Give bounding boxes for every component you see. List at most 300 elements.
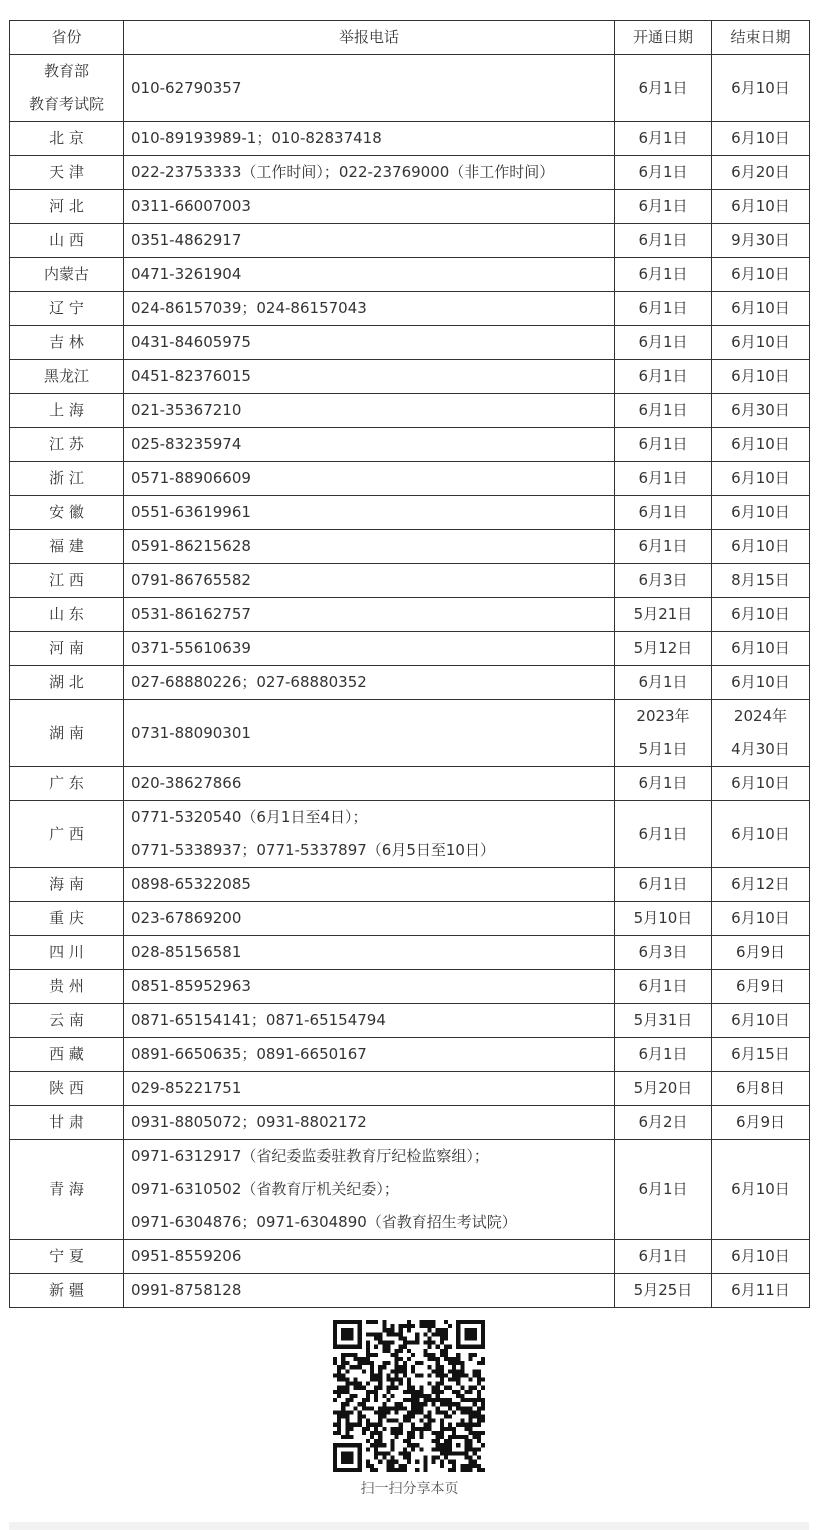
start-date-line: 6月1日 (638, 299, 688, 317)
phone-cell (124, 666, 615, 700)
province-line: 重 庆 (49, 909, 84, 927)
start-date-cell (615, 224, 712, 258)
province-line: 贵 州 (49, 977, 84, 995)
phone-line: 0431-84605975 (131, 333, 251, 351)
start-date-line: 6月1日 (638, 435, 688, 453)
end-date-line: 6月10日 (731, 1180, 790, 1198)
province-cell (10, 530, 124, 564)
start-date-cell (615, 1240, 712, 1274)
table-row (10, 462, 810, 496)
table-row (10, 258, 810, 292)
start-date-line: 6月1日 (638, 503, 688, 521)
end-date-cell (712, 868, 810, 902)
start-date-line: 6月1日 (638, 163, 688, 181)
end-date-line: 6月20日 (731, 163, 790, 181)
table-row (10, 530, 810, 564)
start-date-line: 6月1日 (638, 824, 688, 843)
province-line: 河 北 (49, 197, 84, 215)
table-row (10, 55, 810, 122)
phone-cell (124, 1106, 615, 1140)
start-date-cell (615, 700, 712, 767)
end-date-line: 6月30日 (731, 401, 790, 419)
hotline-table (9, 20, 810, 1308)
start-date-cell (615, 394, 712, 428)
province-line: 青 海 (49, 1180, 84, 1198)
table-row (10, 700, 810, 767)
province-cell (10, 428, 124, 462)
start-date-line: 5月1日 (638, 740, 688, 758)
end-date-line: 6月10日 (731, 367, 790, 385)
start-date-cell (615, 428, 712, 462)
end-date-cell (712, 1274, 810, 1308)
province-cell (10, 156, 124, 190)
phone-line: 0971-6310502（省教育厅机关纪委）； (131, 1180, 399, 1198)
phone-cell (124, 767, 615, 801)
province-cell (10, 801, 124, 868)
start-date-line: 6月1日 (638, 265, 688, 283)
province-cell (10, 496, 124, 530)
qr-code-icon (333, 1320, 485, 1472)
phone-cell (124, 1274, 615, 1308)
table-row (10, 428, 810, 462)
phone-cell (124, 428, 615, 462)
start-date-line: 6月1日 (638, 1180, 688, 1198)
end-date-line: 6月12日 (731, 875, 790, 893)
phone-cell (124, 156, 615, 190)
end-date-line: 6月10日 (731, 265, 790, 283)
phone-line: 0531-86162757 (131, 605, 251, 623)
province-cell (10, 1140, 124, 1240)
phone-cell (124, 326, 615, 360)
phone-line: 0971-6304876；0971-6304890（省教育招生考试院） (131, 1213, 517, 1231)
header-phone: 举报电话 (124, 21, 615, 55)
phone-line: 027-68880226；027-68880352 (131, 673, 367, 691)
province-cell (10, 258, 124, 292)
end-date-line: 6月10日 (731, 537, 790, 555)
phone-cell (124, 55, 615, 122)
province-line: 辽 宁 (49, 299, 84, 317)
table-row (10, 666, 810, 700)
table-row (10, 1004, 810, 1038)
start-date-cell (615, 530, 712, 564)
phone-cell (124, 530, 615, 564)
province-line: 山 西 (49, 231, 84, 249)
table-row (10, 394, 810, 428)
start-date-line: 6月1日 (638, 129, 688, 147)
end-date-cell (712, 1038, 810, 1072)
end-date-cell (712, 970, 810, 1004)
end-date-line: 6月10日 (731, 1011, 790, 1029)
start-date-line: 6月3日 (638, 571, 688, 589)
end-date-cell (712, 767, 810, 801)
header-province: 省份 (10, 21, 124, 55)
end-date-line: 6月10日 (731, 333, 790, 351)
phone-cell (124, 224, 615, 258)
table-row (10, 970, 810, 1004)
table-row (10, 801, 810, 868)
end-date-cell (712, 190, 810, 224)
phone-line: 0851-85952963 (131, 977, 251, 995)
qr-caption: 扫一扫分享本页 (360, 1481, 459, 1497)
phone-line: 0471-3261904 (131, 265, 242, 283)
phone-line: 010-89193989-1；010-82837418 (131, 129, 382, 147)
province-cell (10, 224, 124, 258)
start-date-line: 6月3日 (638, 943, 688, 961)
start-date-cell (615, 1106, 712, 1140)
phone-line: 0898-65322085 (131, 875, 251, 893)
start-date-cell (615, 598, 712, 632)
province-line: 西 藏 (49, 1045, 84, 1063)
end-date-cell (712, 1072, 810, 1106)
start-date-cell (615, 190, 712, 224)
phone-cell (124, 598, 615, 632)
phone-cell (124, 902, 615, 936)
end-date-line: 6月10日 (731, 673, 790, 691)
province-line: 福 建 (49, 537, 84, 555)
table-row (10, 224, 810, 258)
phone-line: 022-23753333（工作时间）；022-23769000（非工作时间） (131, 163, 555, 181)
header-start-date: 开通日期 (615, 21, 712, 55)
end-date-line: 6月10日 (731, 639, 790, 657)
start-date-line: 6月2日 (638, 1113, 688, 1131)
province-cell (10, 1072, 124, 1106)
province-cell (10, 1240, 124, 1274)
end-date-line: 6月11日 (731, 1281, 790, 1299)
phone-cell (124, 1072, 615, 1106)
start-date-line: 6月1日 (638, 875, 688, 893)
phone-cell (124, 1140, 615, 1240)
start-date-cell (615, 1072, 712, 1106)
province-cell (10, 292, 124, 326)
province-line: 河 南 (49, 639, 84, 657)
province-line: 教育部 (43, 62, 89, 80)
start-date-cell (615, 936, 712, 970)
start-date-line: 2023年 (636, 707, 690, 725)
start-date-line: 6月1日 (638, 1045, 688, 1063)
end-date-line: 6月10日 (731, 909, 790, 927)
phone-cell (124, 496, 615, 530)
start-date-cell (615, 801, 712, 868)
table-row (10, 598, 810, 632)
end-date-line: 6月9日 (735, 977, 786, 995)
end-date-line: 6月9日 (735, 1113, 786, 1131)
end-date-cell (712, 530, 810, 564)
province-cell (10, 1106, 124, 1140)
start-date-cell (615, 122, 712, 156)
phone-cell (124, 122, 615, 156)
end-date-line: 6月9日 (735, 943, 786, 961)
end-date-line: 6月10日 (731, 824, 790, 843)
end-date-cell (712, 936, 810, 970)
end-date-line: 2024年 (733, 707, 788, 725)
start-date-cell (615, 564, 712, 598)
start-date-cell (615, 970, 712, 1004)
start-date-line: 6月1日 (638, 197, 688, 215)
province-cell (10, 462, 124, 496)
end-date-cell (712, 428, 810, 462)
table-row (10, 632, 810, 666)
table-row (10, 767, 810, 801)
start-date-cell (615, 292, 712, 326)
province-cell (10, 190, 124, 224)
phone-cell (124, 564, 615, 598)
province-line: 山 东 (49, 605, 84, 623)
start-date-line: 6月1日 (638, 1247, 688, 1265)
phone-line: 0991-8758128 (131, 1281, 242, 1299)
phone-cell (124, 868, 615, 902)
province-line: 广 西 (49, 824, 84, 843)
province-line: 广 东 (49, 774, 84, 792)
start-date-cell (615, 326, 712, 360)
province-line: 陕 西 (49, 1079, 84, 1097)
table-row (10, 1038, 810, 1072)
end-date-cell (712, 598, 810, 632)
phone-line: 023-67869200 (131, 909, 242, 927)
province-cell (10, 767, 124, 801)
table-row (10, 1274, 810, 1308)
end-date-cell (712, 700, 810, 767)
footer-bar (9, 1522, 809, 1530)
start-date-cell (615, 632, 712, 666)
province-cell (10, 122, 124, 156)
province-line: 浙 江 (49, 469, 84, 487)
start-date-cell (615, 462, 712, 496)
table-row (10, 122, 810, 156)
start-date-line: 6月1日 (638, 673, 688, 691)
header-end-date: 结束日期 (712, 21, 810, 55)
end-date-cell (712, 224, 810, 258)
start-date-cell (615, 767, 712, 801)
phone-line: 020-38627866 (131, 774, 242, 792)
province-line: 江 西 (49, 571, 84, 589)
end-date-cell (712, 902, 810, 936)
phone-line: 0771-5338937；0771-5337897（6月5日至10日） (131, 841, 495, 859)
province-cell (10, 936, 124, 970)
province-cell (10, 598, 124, 632)
province-cell (10, 394, 124, 428)
end-date-line: 6月10日 (731, 774, 790, 792)
province-line: 湖 北 (49, 673, 84, 691)
start-date-cell (615, 1274, 712, 1308)
province-line: 上 海 (49, 401, 84, 419)
table-header-row (10, 21, 810, 55)
province-line: 安 徽 (49, 503, 84, 521)
table-row (10, 1140, 810, 1240)
end-date-line: 6月15日 (731, 1045, 790, 1063)
table-row (10, 868, 810, 902)
province-line: 北 京 (49, 129, 84, 147)
end-date-line: 6月10日 (731, 299, 790, 317)
end-date-line: 4月30日 (731, 740, 790, 758)
province-line: 云 南 (49, 1011, 84, 1029)
phone-cell (124, 292, 615, 326)
end-date-line: 6月10日 (731, 469, 790, 487)
phone-cell (124, 700, 615, 767)
province-cell (10, 868, 124, 902)
start-date-line: 6月1日 (638, 333, 688, 351)
table-row (10, 156, 810, 190)
province-line: 内蒙古 (43, 265, 89, 283)
end-date-line: 6月10日 (731, 197, 790, 215)
province-line: 天 津 (49, 163, 84, 181)
table-row (10, 360, 810, 394)
start-date-line: 6月1日 (638, 367, 688, 385)
phone-cell (124, 1004, 615, 1038)
start-date-line: 6月1日 (638, 537, 688, 555)
phone-cell (124, 462, 615, 496)
phone-cell (124, 970, 615, 1004)
end-date-cell (712, 1240, 810, 1274)
table-row (10, 292, 810, 326)
table-row (10, 1106, 810, 1140)
province-cell (10, 902, 124, 936)
end-date-line: 6月10日 (731, 503, 790, 521)
start-date-cell (615, 902, 712, 936)
end-date-cell (712, 1140, 810, 1240)
phone-line: 0351-4862917 (131, 231, 242, 249)
table-row (10, 902, 810, 936)
province-cell (10, 700, 124, 767)
phone-cell (124, 394, 615, 428)
end-date-cell (712, 1004, 810, 1038)
start-date-line: 6月1日 (638, 774, 688, 792)
province-cell (10, 666, 124, 700)
end-date-cell (712, 394, 810, 428)
end-date-cell (712, 360, 810, 394)
start-date-line: 6月1日 (638, 977, 688, 995)
province-cell (10, 1004, 124, 1038)
qr-code (333, 1320, 485, 1472)
start-date-cell (615, 1004, 712, 1038)
end-date-cell (712, 666, 810, 700)
table-row (10, 936, 810, 970)
start-date-cell (615, 496, 712, 530)
phone-line: 0971-6312917（省纪委监委驻教育厅纪检监察组）； (131, 1147, 489, 1165)
phone-line: 0931-8805072；0931-8802172 (131, 1113, 367, 1131)
start-date-line: 6月1日 (638, 469, 688, 487)
end-date-cell (712, 496, 810, 530)
phone-line: 029-85221751 (131, 1079, 242, 1097)
phone-line: 0311-66007003 (131, 197, 251, 215)
province-cell (10, 1038, 124, 1072)
phone-cell (124, 1240, 615, 1274)
end-date-cell (712, 55, 810, 122)
province-line: 教育考试院 (28, 95, 104, 113)
table-body (10, 55, 810, 1308)
table-row (10, 326, 810, 360)
phone-line: 0451-82376015 (131, 367, 251, 385)
end-date-cell (712, 564, 810, 598)
end-date-cell (712, 292, 810, 326)
phone-line: 0951-8559206 (131, 1247, 242, 1265)
phone-cell (124, 801, 615, 868)
start-date-line: 5月20日 (633, 1079, 693, 1097)
province-line: 湖 南 (49, 723, 84, 742)
province-cell (10, 1274, 124, 1308)
province-cell (10, 970, 124, 1004)
province-line: 吉 林 (49, 333, 84, 351)
table-row (10, 496, 810, 530)
phone-line: 0891-6650635；0891-6650167 (131, 1045, 367, 1063)
phone-line: 025-83235974 (131, 435, 242, 453)
end-date-cell (712, 258, 810, 292)
start-date-cell (615, 258, 712, 292)
end-date-line: 6月10日 (731, 435, 790, 453)
phone-cell (124, 936, 615, 970)
province-line: 宁 夏 (49, 1247, 84, 1265)
phone-cell (124, 360, 615, 394)
start-date-cell (615, 868, 712, 902)
province-cell (10, 564, 124, 598)
phone-line: 028-85156581 (131, 943, 242, 961)
start-date-cell (615, 156, 712, 190)
start-date-line: 5月12日 (633, 639, 693, 657)
end-date-line: 6月10日 (731, 605, 790, 623)
start-date-cell (615, 1038, 712, 1072)
end-date-line: 6月10日 (731, 78, 790, 97)
start-date-line: 6月1日 (638, 231, 688, 249)
end-date-cell (712, 632, 810, 666)
province-line: 新 疆 (49, 1281, 84, 1299)
phone-line: 0791-86765582 (131, 571, 251, 589)
phone-line: 010-62790357 (131, 78, 242, 97)
end-date-line: 9月30日 (731, 231, 790, 249)
province-cell (10, 632, 124, 666)
start-date-cell (615, 360, 712, 394)
province-line: 黑龙江 (43, 367, 89, 385)
phone-line: 0771-5320540（6月1日至4日）； (131, 808, 368, 826)
end-date-line: 6月10日 (731, 1247, 790, 1265)
province-line: 江 苏 (49, 435, 84, 453)
province-line: 四 川 (49, 943, 84, 961)
phone-line: 021-35367210 (131, 401, 242, 419)
end-date-cell (712, 156, 810, 190)
phone-line: 0371-55610639 (131, 639, 251, 657)
end-date-cell (712, 1106, 810, 1140)
province-line: 海 南 (49, 875, 84, 893)
end-date-line: 8月15日 (731, 571, 790, 589)
start-date-line: 6月1日 (638, 401, 688, 419)
start-date-cell (615, 666, 712, 700)
phone-cell (124, 1038, 615, 1072)
end-date-line: 6月10日 (731, 129, 790, 147)
phone-line: 0591-86215628 (131, 537, 251, 555)
end-date-cell (712, 462, 810, 496)
start-date-line: 5月21日 (633, 605, 693, 623)
phone-line: 0731-88090301 (131, 723, 251, 742)
start-date-line: 5月10日 (633, 909, 693, 927)
phone-cell (124, 190, 615, 224)
phone-cell (124, 258, 615, 292)
province-cell (10, 55, 124, 122)
end-date-line: 6月8日 (735, 1079, 786, 1097)
table-row (10, 1072, 810, 1106)
phone-cell (124, 632, 615, 666)
phone-line: 0571-88906609 (131, 469, 251, 487)
phone-line: 0871-65154141；0871-65154794 (131, 1011, 386, 1029)
start-date-line: 6月1日 (638, 78, 688, 97)
table-row (10, 564, 810, 598)
start-date-line: 5月25日 (633, 1281, 693, 1299)
end-date-cell (712, 326, 810, 360)
end-date-cell (712, 801, 810, 868)
table-row (10, 1240, 810, 1274)
province-cell (10, 326, 124, 360)
province-cell (10, 360, 124, 394)
phone-line: 0551-63619961 (131, 503, 251, 521)
phone-line: 024-86157039；024-86157043 (131, 299, 367, 317)
start-date-line: 5月31日 (633, 1011, 693, 1029)
